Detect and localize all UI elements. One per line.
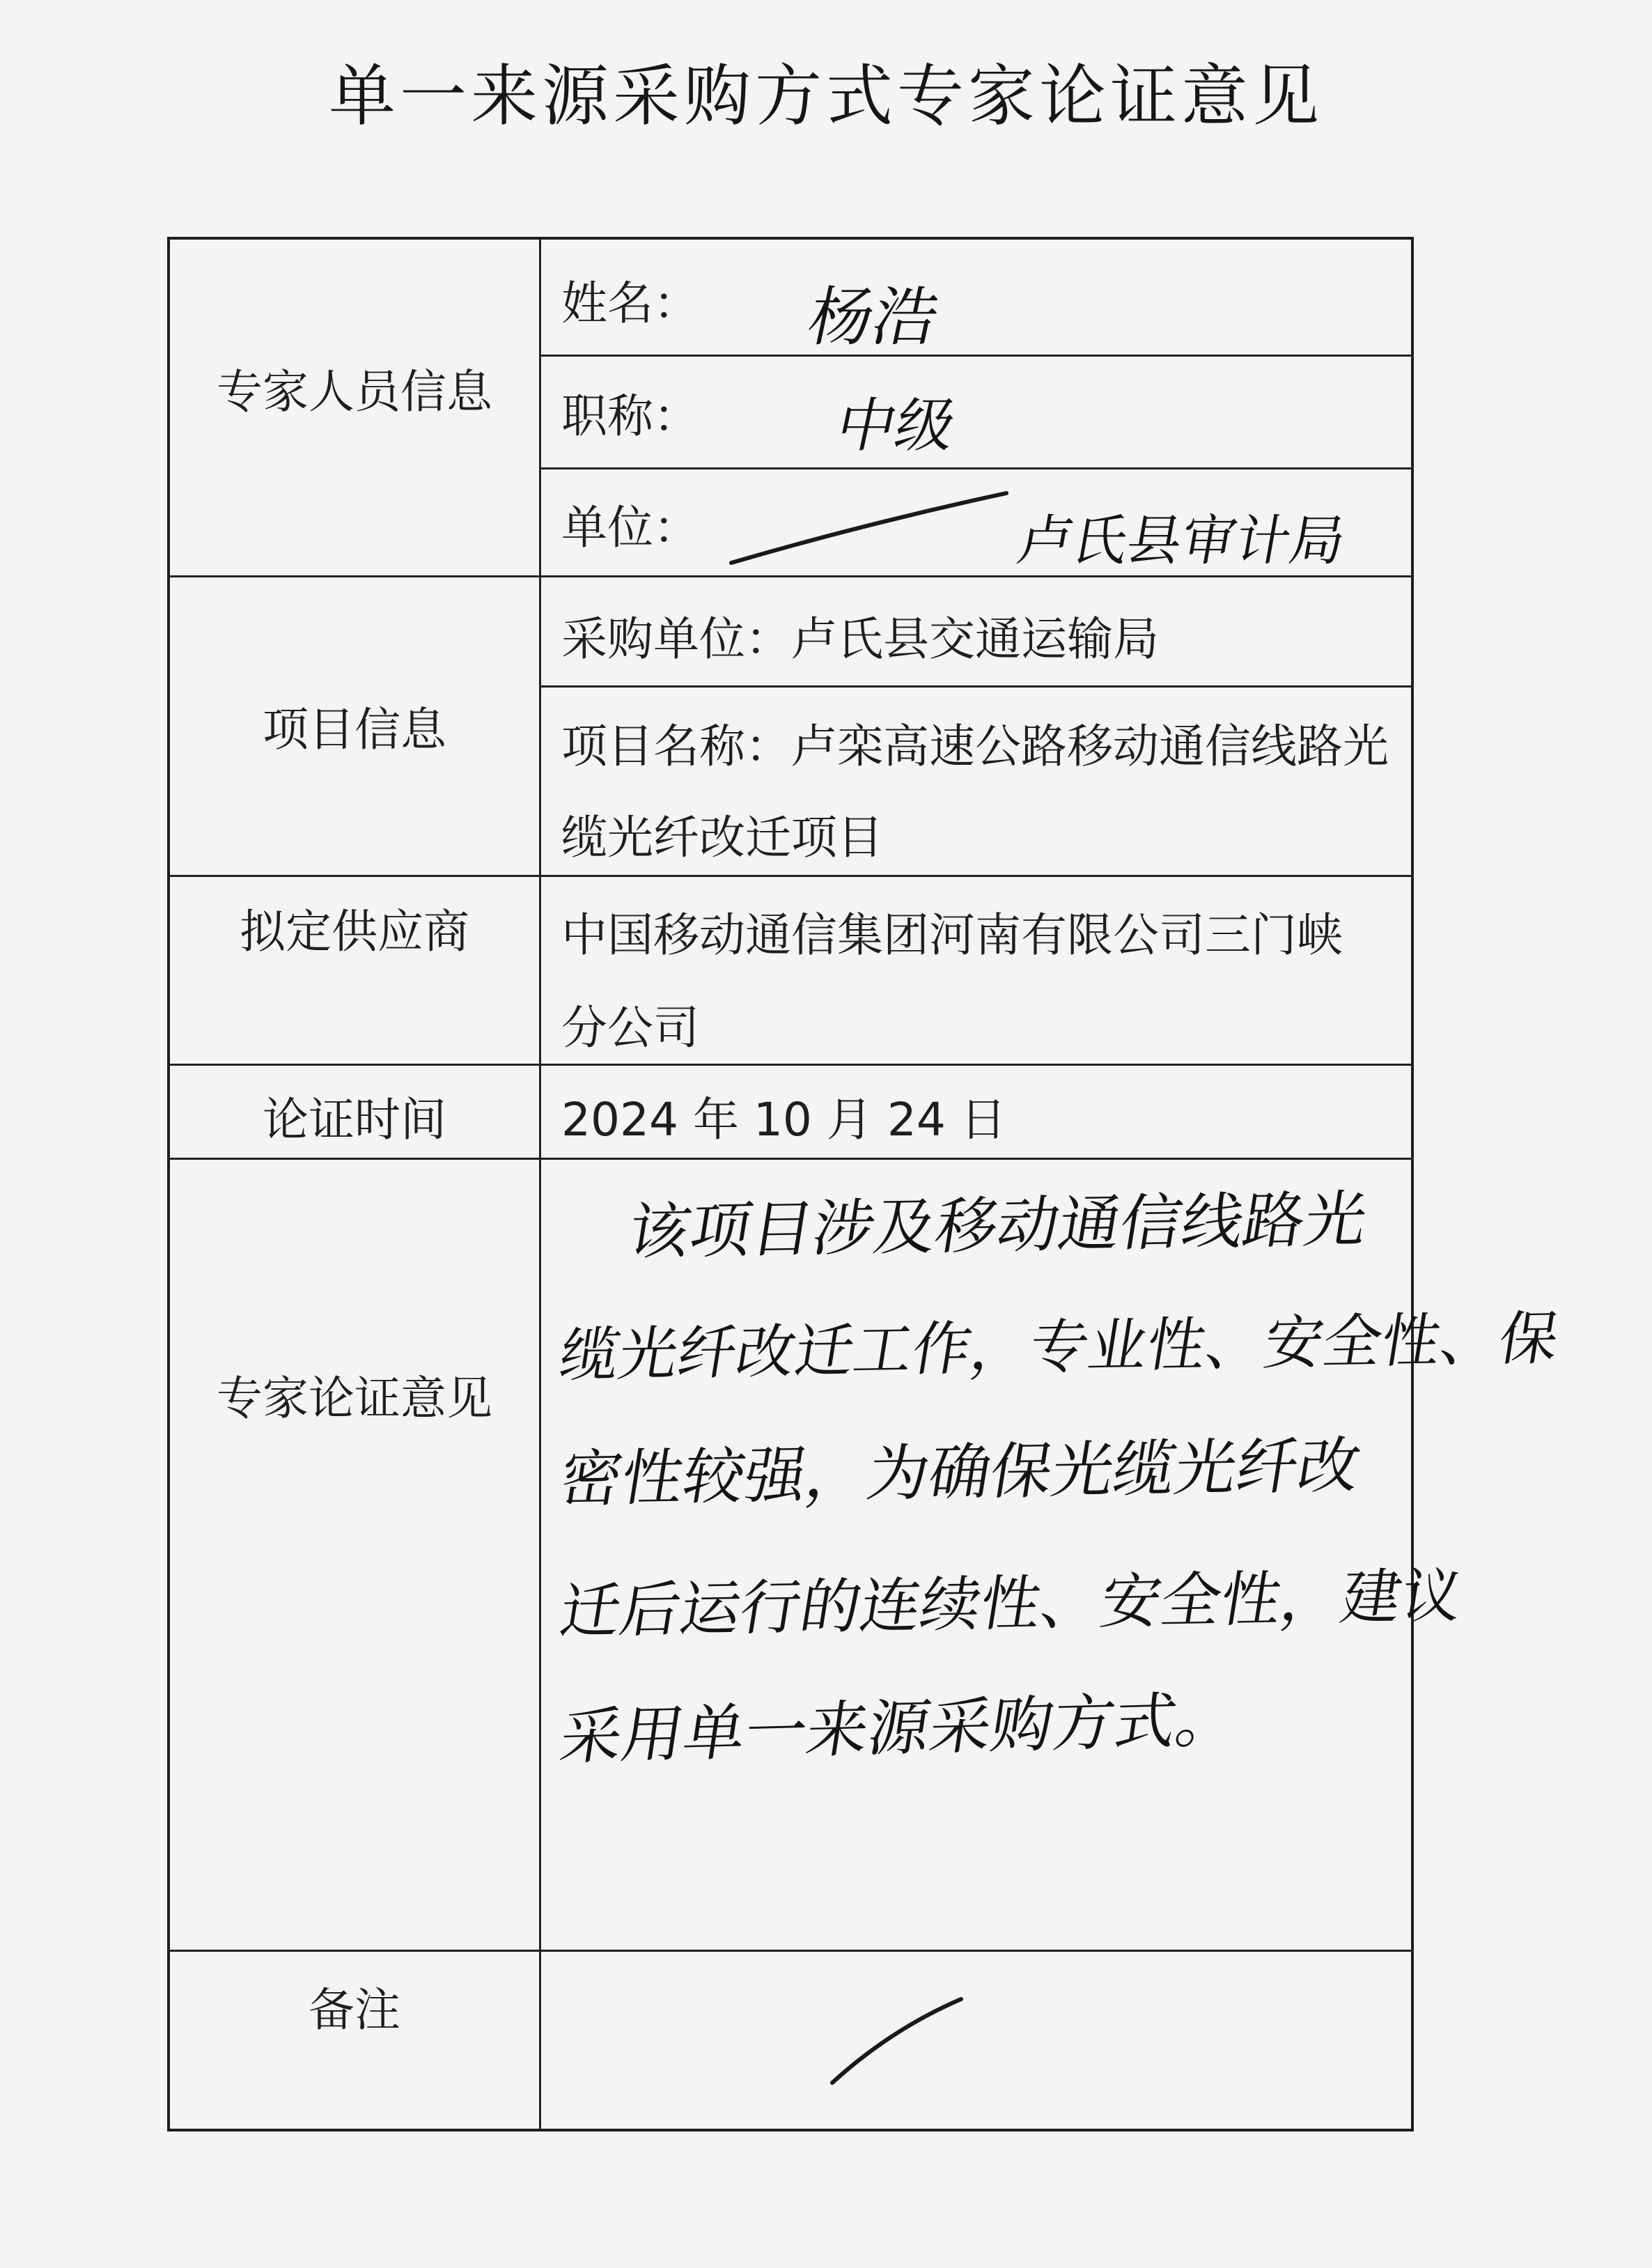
opinion-label: 专家论证意见: [217, 1372, 492, 1425]
row-divider: [539, 355, 1414, 357]
row-divider: [170, 875, 1414, 877]
row-divider: [539, 685, 1414, 688]
purchaser-field: [561, 602, 1159, 668]
opinion-line-2: 缆光纤改迁工作，专业性、安全性、保: [555, 1304, 1564, 1390]
row-divider: [539, 467, 1414, 469]
project-name-label: 项目名称：: [561, 720, 791, 773]
document-title: 单一来源采购方式专家论证意见: [329, 57, 1323, 135]
opinion-line-3: 密性较强，为确保光缆光纤改: [554, 1429, 1366, 1515]
supplier-label: 拟定供应商: [240, 905, 469, 958]
project-info-label: 项目信息: [263, 703, 446, 756]
job-title-handwriting: 中级: [830, 391, 963, 460]
supplier-line1: 中国移动通信集团河南有限公司三门峡: [561, 908, 1343, 962]
expert-info-label: 专家人员信息: [217, 365, 492, 419]
opinion-line-1: 该项目涉及移动通信线路光: [623, 1183, 1373, 1268]
purchaser-value: 卢氏县交通运输局: [791, 612, 1159, 666]
date-value: 2024 年 10 月 24 日: [561, 1093, 1006, 1147]
purchaser-label: 采购单位：: [561, 612, 791, 666]
project-name-line1: [561, 709, 1389, 775]
supplier-line2: 分公司: [561, 1001, 699, 1055]
row-divider: [170, 1064, 1414, 1066]
unit-handwriting: 卢氏县审计局: [1013, 510, 1350, 573]
opinion-form: [167, 237, 1564, 2131]
row-divider: [170, 1158, 1414, 1160]
name-handwriting: 杨浩: [802, 280, 946, 355]
name-label: 姓名：: [561, 277, 699, 330]
row-divider: [170, 575, 1414, 577]
date-label: 论证时间: [263, 1093, 446, 1147]
row-divider: [170, 1950, 1414, 1952]
project-name-line2: 缆光纤改迁项目: [561, 811, 883, 864]
unit-label: 单位：: [561, 501, 699, 554]
remarks-label: 备注: [309, 1983, 400, 2037]
opinion-line-4: 迁后运行的连续性、安全性，建议: [554, 1561, 1467, 1647]
opinion-line-5: 采用单一来源采购方式。: [555, 1683, 1243, 1773]
job-title-label: 职称：: [561, 389, 699, 443]
column-divider: [539, 240, 541, 2131]
project-name-value: 卢栾高速公路移动通信线路光: [791, 720, 1389, 773]
